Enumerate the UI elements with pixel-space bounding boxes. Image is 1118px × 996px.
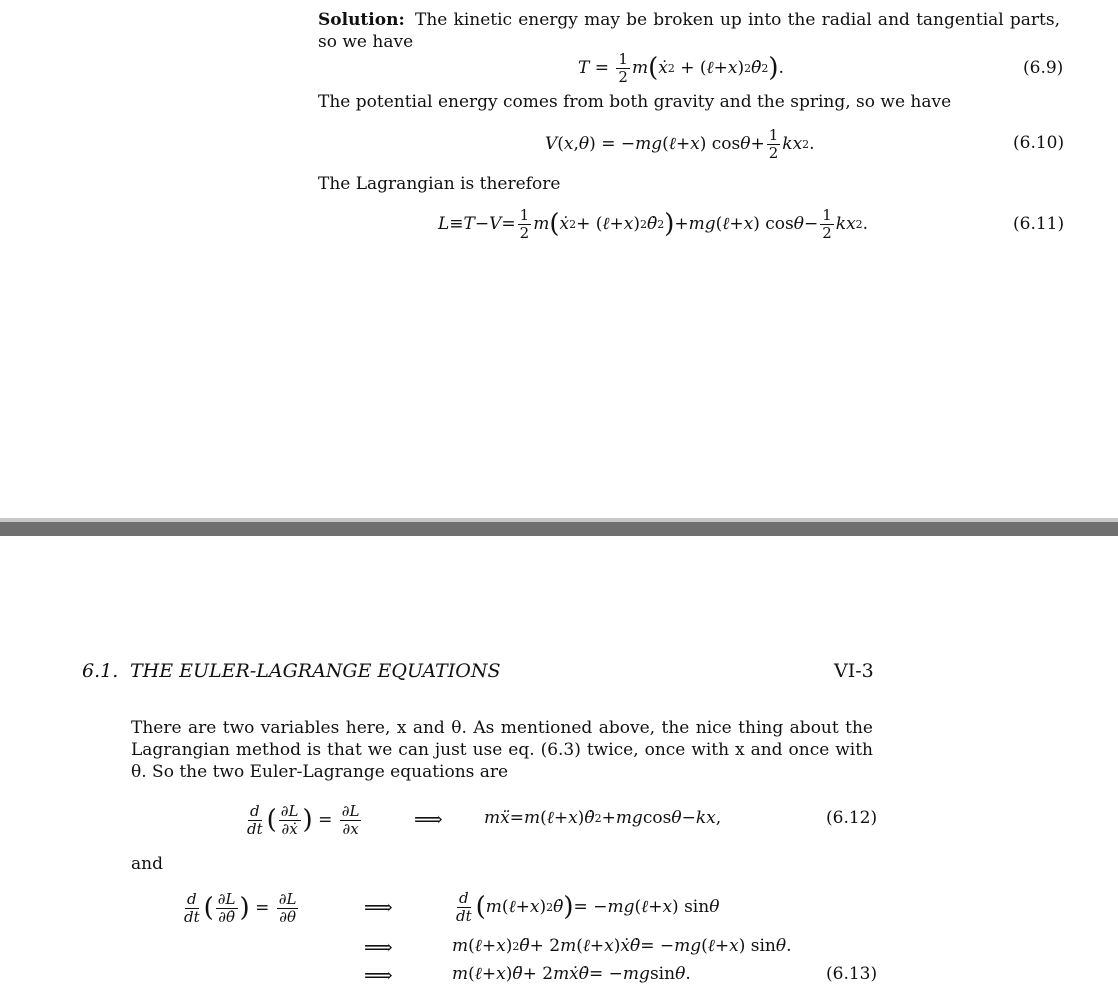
implies-arrow-6-13b: ⟹ [364, 935, 393, 959]
eq-number-6-10: (6.10) [1013, 133, 1065, 153]
equation-6-13-line3: m ( ℓ + x ) θ̈ + 2 mẋθ̇ = − mg sin θ . [452, 964, 691, 984]
equation-6-13-left: $\frac{d}{dt}$ ( $\frac{\partial L}{\partial\thetȧ}$ ) = $\frac{\partial L}{\partial\theta}$ [184, 889, 297, 926]
equation-6-9: T = $\frac{1}{2}$ m ( ẋ 2 + ( ℓ + x ) 2 θ̇ 2 ) . [578, 49, 784, 86]
potential-text: The potential energy comes from both gravity and the spring, so we have [318, 92, 952, 112]
eq-number-6-9: (6.9) [1023, 58, 1064, 78]
and-text: and [131, 854, 163, 874]
bottom-page [0, 536, 1118, 996]
implies-arrow-6-13c: ⟹ [364, 963, 393, 987]
equation-6-11: L ≡ T − V = $\frac{1}{2}$ m ( ẋ 2 + ( ℓ + x ) 2 θ̇ 2 ) + mg ( ℓ + x ) cos θ − $\frac{1}{2}$ kx 2 . [438, 205, 869, 242]
lagrangian-text: The Lagrangian is therefore [318, 174, 561, 194]
solution-label: Solution: [318, 10, 405, 30]
intro-paragraph: There are two variables here, x and θ. As mentioned above, the nice thing about the Lagrangian method is that we can just use eq. (6.3) twice, once with x and once with θ. So the two Euler-Lagrange equations are [131, 718, 873, 782]
equation-6-13-line2: m ( ℓ + x ) 2 θ̈ + 2 m ( ℓ + x ) ẋθ̇ = − mg ( ℓ + x ) sin θ . [452, 936, 792, 956]
eq-number-6-12: (6.12) [826, 808, 878, 828]
running-header-title: THE EULER-LAGRANGE EQUATIONS [130, 660, 501, 682]
equation-6-13-line1: $\frac{d}{dt}$ ( m ( ℓ + x ) 2 θ̇ ) = − mg ( ℓ + x ) sin θ [456, 888, 720, 925]
equation-6-12-left: $\frac{d}{dt}$ ( $\frac{\partial L}{\text{∂ẋ}}$ ) = $\frac{\partial L}{\partial x}$ [247, 801, 360, 838]
eq-number-6-11: (6.11) [1013, 214, 1065, 234]
implies-arrow-6-12: ⟹ [414, 807, 443, 831]
page-gap [0, 522, 1118, 536]
running-header-section: 6.1. [82, 660, 119, 682]
equation-6-12-right: mẍ = m ( ℓ + x ) θ̇ 2 + mg cos θ − kx , [484, 808, 722, 828]
page-number: VI-3 [834, 660, 874, 682]
eq-number-6-13: (6.13) [826, 964, 878, 984]
equation-6-10: V ( x , θ ) = − mg ( ℓ + x ) cos θ + $\frac{1}{2}$ kx 2 . [545, 125, 815, 162]
implies-arrow-6-13a: ⟹ [364, 895, 393, 919]
solution-text: The kinetic energy may be broken up into the radial and tangential parts, so we have [318, 10, 1060, 52]
